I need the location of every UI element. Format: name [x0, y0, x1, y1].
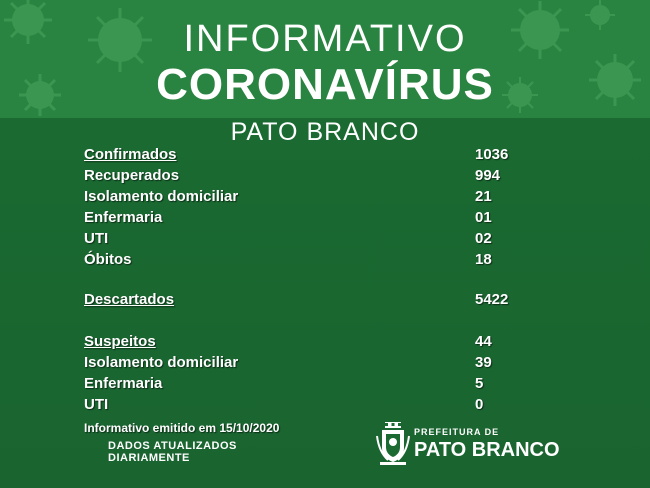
daily-update-note: [108, 440, 237, 464]
stat-row-enfermaria: [84, 209, 524, 229]
header-title-coronavirus: CORONAVÍRUS: [156, 60, 494, 109]
logo-city-text: PATO BRANCO: [414, 439, 560, 461]
logo-prefeitura-text: PREFEITURA DE: [414, 427, 500, 437]
daily-line-1: DADOS ATUALIZADOS: [108, 440, 237, 452]
stat-value: 0: [475, 396, 484, 413]
stat-value: 5: [475, 375, 484, 392]
stat-value: 39: [475, 354, 492, 371]
stat-row-descartados: [84, 291, 524, 311]
stat-row-enfermaria-suspeitos: [84, 375, 524, 395]
prefeitura-logo: [376, 422, 560, 466]
stat-row-isolamento: [84, 188, 524, 208]
stat-row-isolamento-suspeitos: [84, 354, 524, 374]
daily-line-2: DIARIAMENTE: [108, 452, 190, 464]
stat-label: Descartados: [84, 291, 175, 308]
stat-label: Confirmados: [84, 146, 177, 163]
stat-label: Suspeitos: [84, 333, 156, 350]
stat-value: 01: [475, 209, 492, 226]
stat-row-recuperados: [84, 167, 524, 187]
header-title-informativo: INFORMATIVO: [183, 18, 467, 60]
city-coat-of-arms-icon: [376, 422, 410, 466]
header-city: PATO BRANCO: [230, 118, 420, 146]
stat-value: 1036: [475, 146, 509, 163]
stat-label: Óbitos: [84, 251, 132, 268]
stat-label: Enfermaria: [84, 375, 163, 392]
stat-value: 44: [475, 333, 492, 350]
stat-label: UTI: [84, 230, 109, 247]
stat-label: Isolamento domiciliar: [84, 188, 239, 205]
stat-row-confirmados: [84, 146, 524, 166]
stat-row-obitos: [84, 251, 524, 271]
stat-value: 02: [475, 230, 492, 247]
stat-value: 18: [475, 251, 492, 268]
stat-label: UTI: [84, 396, 109, 413]
stat-label: Isolamento domiciliar: [84, 354, 239, 371]
stat-row-suspeitos: [84, 333, 524, 353]
stat-value: 994: [475, 167, 501, 184]
emitted-date: Informativo emitido em 15/10/2020: [84, 421, 280, 435]
stat-label: Enfermaria: [84, 209, 163, 226]
stat-value: 5422: [475, 291, 509, 308]
stat-row-uti: [84, 230, 524, 250]
stat-label: Recuperados: [84, 167, 180, 184]
stat-value: 21: [475, 188, 492, 205]
stat-row-uti-suspeitos: [84, 396, 524, 416]
